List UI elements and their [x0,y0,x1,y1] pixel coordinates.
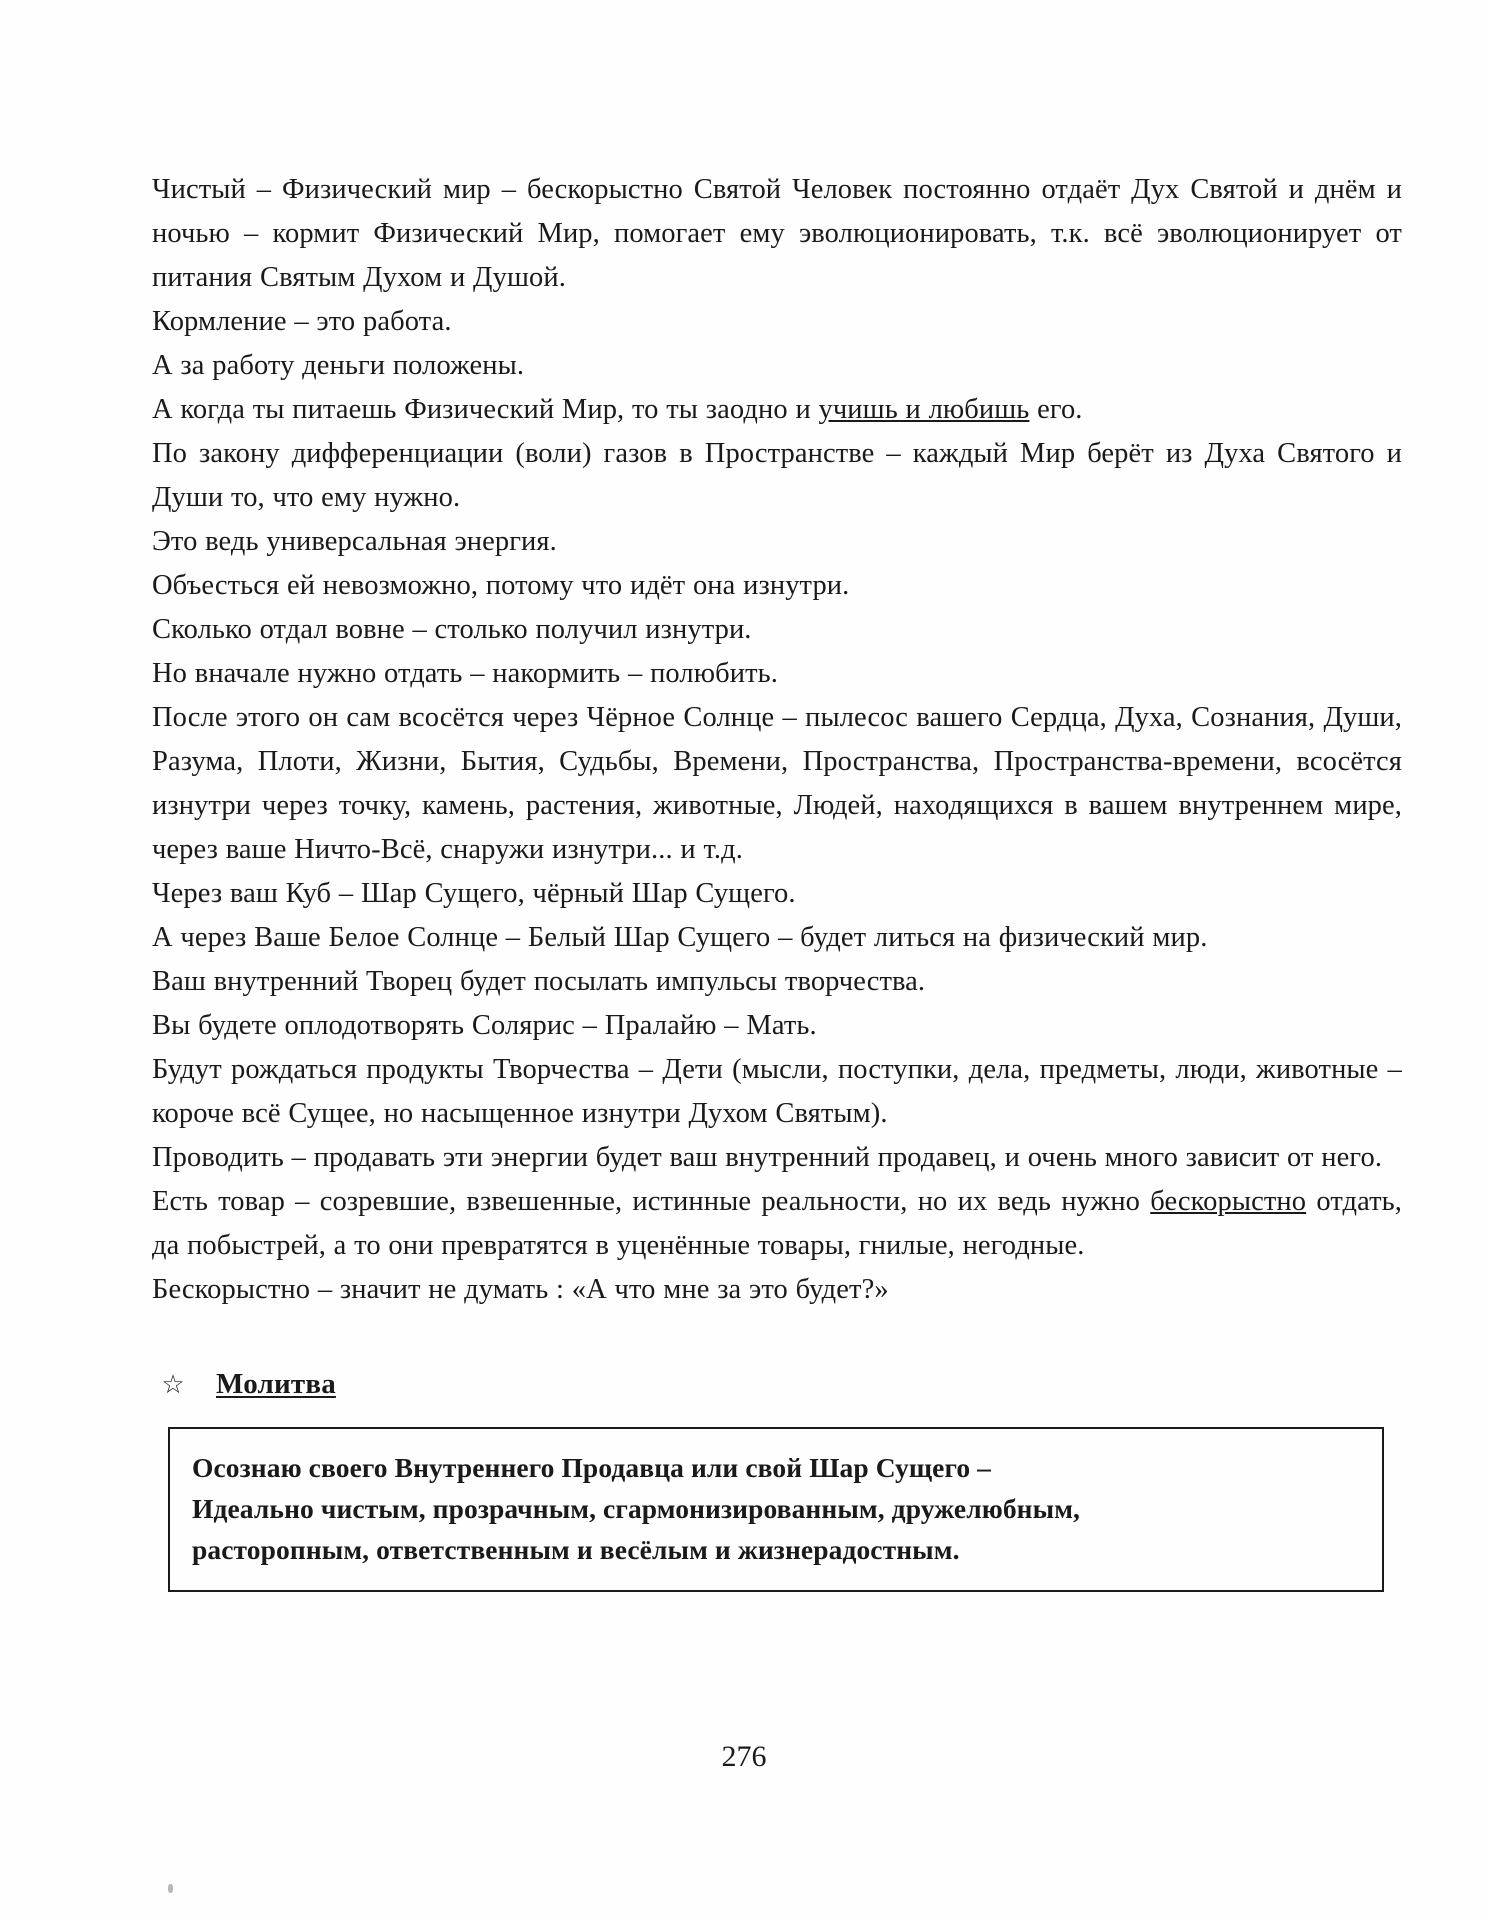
paragraph: По закону дифференциации (воли) газов в Пространстве – каждый Мир берёт из Духа Святого и Души то, что ему нужно. [152,438,1402,513]
text-before-underline: А когда ты питаешь Физический Мир, то ты заодно и [152,394,819,425]
text-before-underline: Есть товар – созревшие, взвешенные, истинные реальности, но их ведь нужно [152,1186,1151,1217]
paragraph: Сколько отдал вовне – столько получил изнутри. [152,614,752,645]
page-number: 276 [721,1740,767,1773]
prayer-heading [152,1368,1402,1401]
paragraph: После этого он сам всосётся через Чёрное Солнце – пылесос вашего Сердца, Духа, Сознания, Души, Разума, Плоти, Жизни, Бытия, Судьбы, Времени, Пространства, Пространства-времени, всосётся изнутри через точку, камень, растения, животные, Людей, находящихся в вашем внутреннем мире, через ваше Ничто-Всё, снаружи изнутри... и т.д. [152,702,1402,865]
paragraph: А за работу деньги положены. [152,350,525,381]
text-after-underline: его. [1029,394,1083,425]
paragraph: А через Ваше Белое Солнце – Белый Шар Сущего – будет литься на физический мир. [152,922,1208,953]
paragraph: Кормление – это работа. [152,306,452,337]
prayer-box [168,1427,1384,1592]
prayer-line: расторопным, ответственным и весёлым и жизнерадостным. [192,1534,960,1565]
paragraph: Но вначале нужно отдать – накормить – полюбить. [152,658,778,689]
star-icon: ☆ [161,1369,185,1399]
prayer-line: Идеально чистым, прозрачным, сгармонизированным, дружелюбным, [192,1493,1081,1524]
prayer-title: Молитва [216,1368,336,1400]
paragraph: Бескорыстно – значит не думать : «А что мне за это будет?» [152,1274,889,1305]
paragraph-with-underline [152,388,1402,432]
paragraph: Вы будете оплодотворять Солярис – Пралайю – Мать. [152,1010,817,1041]
paragraph: Это ведь универсальная энергия. [152,526,557,557]
paragraph: Через ваш Куб – Шар Сущего, чёрный Шар Сущего. [152,878,796,909]
underlined-text: учишь и любишь [818,394,1030,425]
text-after-underline: отдать, да побыстрей, а то они превратятся в уценённые товары, гнилые, негодные. [152,1186,1402,1261]
underlined-text: бескорыстно [1150,1186,1307,1217]
scan-speck [168,1884,173,1893]
paragraph: Проводить – продавать эти энергии будет ваш внутренний продавец, и очень много зависит от него. [152,1142,1383,1173]
prayer-line: Осознаю своего Внутреннего Продавца или свой Шар Сущего – [192,1452,992,1483]
paragraph: Чистый – Физический мир – бескорыстно Святой Человек постоянно отдаёт Дух Святой и днём и ночью – кормит Физический Мир, помогает ему эволюционировать, т.к. всё эволюционирует от питания Святым Духом и Душой. [152,174,1402,293]
paragraph: Объесться ей невозможно, потому что идёт она изнутри. [152,570,850,601]
paragraph-with-underline [152,1180,1402,1268]
paragraph: Будут рождаться продукты Творчества – Дети (мысли, поступки, дела, предметы, люди, животные – короче всё Сущее, но насыщенное изнутри Духом Святым). [152,1054,1402,1129]
page-body [152,168,1402,1592]
paragraph: Ваш внутренний Творец будет посылать импульсы творчества. [152,966,926,997]
